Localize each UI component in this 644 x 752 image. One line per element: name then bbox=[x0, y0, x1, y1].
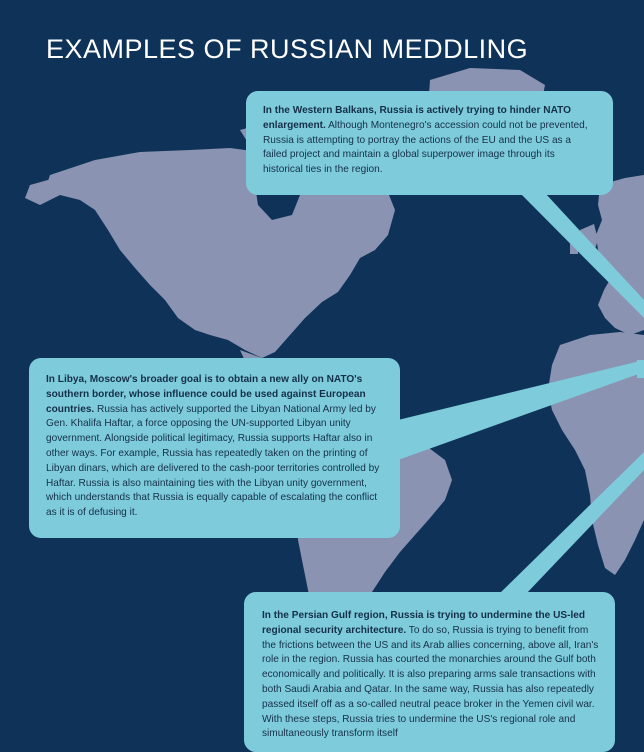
callout-western-balkans-lead: In the Western Balkans, Russia is actively trying to hinder NATO enlargement. bbox=[263, 105, 571, 131]
callout-libya-body: Russia has actively supported the Libyan National Army led by Gen. Khalifa Haftar, a force opposing the UN-supported Libyan unity government. Alongside political legitimacy, Russia supports Haftar also in other ways. For example, Russia has repeatedly taken on the printing of Libyan dinars, which are delivered to the cash-poor territories controlled by Haftar. Russia is also maintaining ties with the Libyan unity government, which understands that Russia is equally capable of escalating the conflict as it is of defusing it. bbox=[46, 403, 380, 519]
callout-libya-lead: In Libya, Moscow's broader goal is to obtain a new ally on NATO's southern border, whose influence could be used against European countries. bbox=[46, 374, 366, 415]
callout-libya bbox=[29, 358, 400, 538]
europe-shape bbox=[596, 175, 644, 335]
callout-persian-gulf-lead: In the Persian Gulf region, Russia is trying to undermine the US-led regional security architecture. bbox=[262, 610, 586, 636]
alaska-shape bbox=[25, 178, 60, 205]
callout-persian-gulf-body: To do so, Russia is trying to benefit from the frictions between the US and its Arab allies concerning, above all, Iran's role in the region. Russia has courted the monarchies around the Gulf both economically and politically. It is also preparing arms sale transactions with both Saudi Arabia and Qatar. In the same way, Russia has also repeatedly passed itself off as a so-called neutral peace broker in the Yemen civil war. With these steps, Russia tries to undermine the US's regional role and simultaneously transform itself bbox=[262, 624, 599, 740]
pointer-tip bbox=[637, 360, 644, 378]
callout-persian-gulf bbox=[244, 592, 615, 752]
callout-western-balkans bbox=[246, 91, 613, 195]
page-title: EXAMPLES OF RUSSIAN MEDDLING bbox=[46, 34, 529, 64]
callout-western-balkans-body: Although Montenegro's accession could not be prevented, Russia is attempting to portray the actions of the EU and the US as a failed project and maintain a global superpower image through its historical ties in the region. bbox=[263, 119, 588, 176]
